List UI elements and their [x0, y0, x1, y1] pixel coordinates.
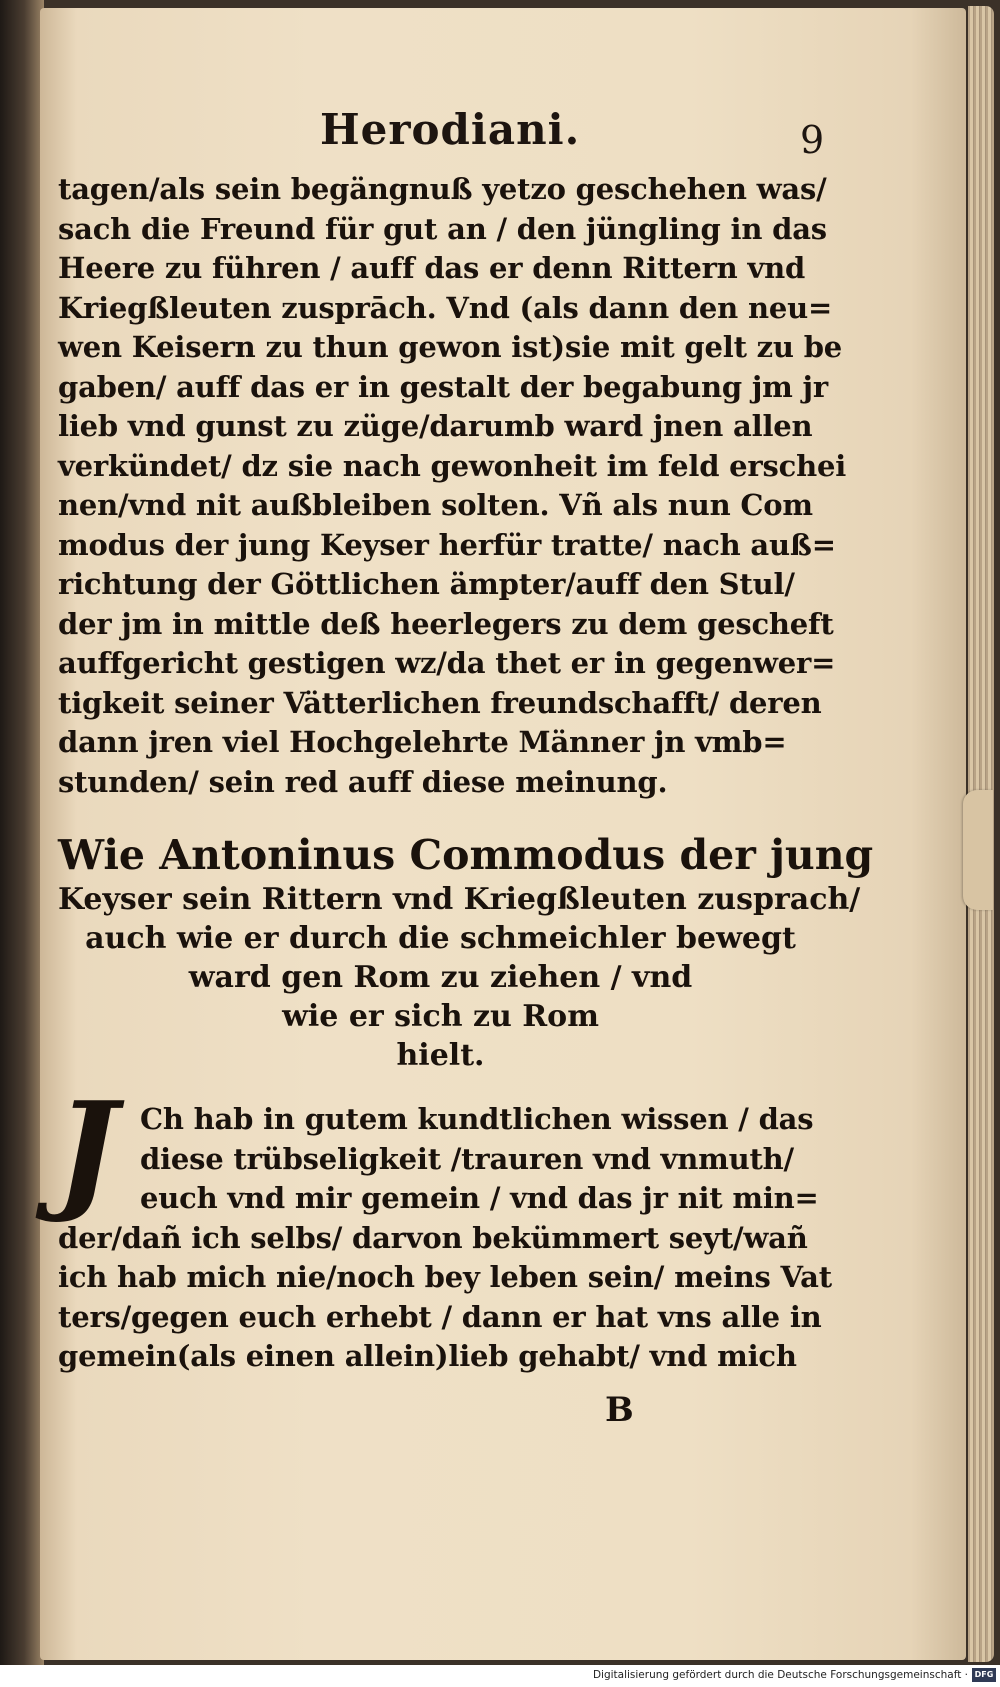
text-line: der jm in mittle deß heerlegers zu dem gescheft	[58, 606, 834, 641]
section-heading-line: ward gen Rom zu ziehen / vnd	[188, 960, 693, 995]
text-line: nen/vnd nit außbleiben solten. Vñ als nun Com	[58, 488, 813, 522]
body-line: der/dañ ich selbs/ darvon bekümmert seyt/wañ	[58, 1220, 808, 1255]
text-line: richtung der Göttlichen ämpter/auff den Stul/	[58, 567, 795, 601]
text-line: dann jren viel Hochgelehrte Männer jn vmb=	[58, 725, 787, 759]
text-line: sach die Freund für gut an / den jüngling in das	[58, 211, 827, 246]
text-line: Heere zu führen / auff das er denn Rittern vnd	[58, 251, 806, 285]
body-line: euch vnd mir gemein / vnd das jr nit min=	[140, 1181, 819, 1215]
section-heading-line: auch wie er durch die schmeichler bewegt	[85, 921, 796, 956]
page-tab	[963, 790, 993, 910]
body-text-block	[58, 1100, 832, 1377]
section-heading-first-line: Wie Antoninus Commodus der jung	[58, 831, 874, 879]
text-line: stunden/ sein red auff diese meinung.	[58, 764, 668, 799]
section-heading-line: hielt.	[396, 1038, 485, 1073]
running-title: Herodiani.	[320, 105, 581, 154]
signature-mark: B	[605, 1390, 634, 1430]
section-heading	[58, 830, 874, 1075]
section-heading-line: wie er sich zu Rom	[282, 999, 599, 1034]
text-line: gaben/ auff das er in gestalt der begabung jm jr	[58, 369, 828, 404]
text-line: lieb vnd gunst zu züge/darumb ward jnen allen	[58, 409, 813, 443]
text-line: auffgericht gestigen wz/da thet er in gegenwer=	[58, 646, 836, 680]
body-line: Ch hab in gutem kundtlichen wissen / das	[140, 1102, 814, 1136]
text-block	[58, 170, 847, 802]
folio-number: 9	[800, 118, 825, 162]
text-line: wen Keisern zu thun gewon ist)sie mit gelt zu be	[58, 330, 843, 364]
text-line: tagen/als sein begängnuß yetzo geschehen was/	[58, 172, 827, 206]
text-line: Kriegßleuten zusprāch. Vnd (als dann den neu=	[58, 290, 833, 325]
text-line: tigkeit seiner Vätterlichen freundschafft/ deren	[58, 685, 822, 720]
section-heading-line: Keyser sein Rittern vnd Kriegßleuten zusprach/	[58, 882, 861, 917]
body-line: ters/gegen euch erhebt / dann er hat vns alle in	[58, 1299, 822, 1334]
text-line: verkündet/ dz sie nach gewonheit im feld erschei	[58, 448, 847, 483]
body-line: gemein(als einen allein)lieb gehabt/ vnd mich	[58, 1339, 797, 1373]
body-line: ich hab mich nie/noch bey leben sein/ meins Vat	[58, 1260, 832, 1294]
footer-bar	[0, 1665, 1000, 1687]
text-line: modus der jung Keyser herfür tratte/ nach auß=	[58, 527, 836, 562]
dfg-logo: DFG	[972, 1668, 996, 1682]
body-line: diese trübseligkeit /trauren vnd vnmuth/	[140, 1141, 794, 1176]
binding-shadow	[0, 0, 44, 1665]
decorated-initial: J	[56, 1073, 118, 1226]
footer-credit: Digitalisierung gefördert durch die Deutsche Forschungsgemeinschaft ·	[592, 1669, 968, 1681]
